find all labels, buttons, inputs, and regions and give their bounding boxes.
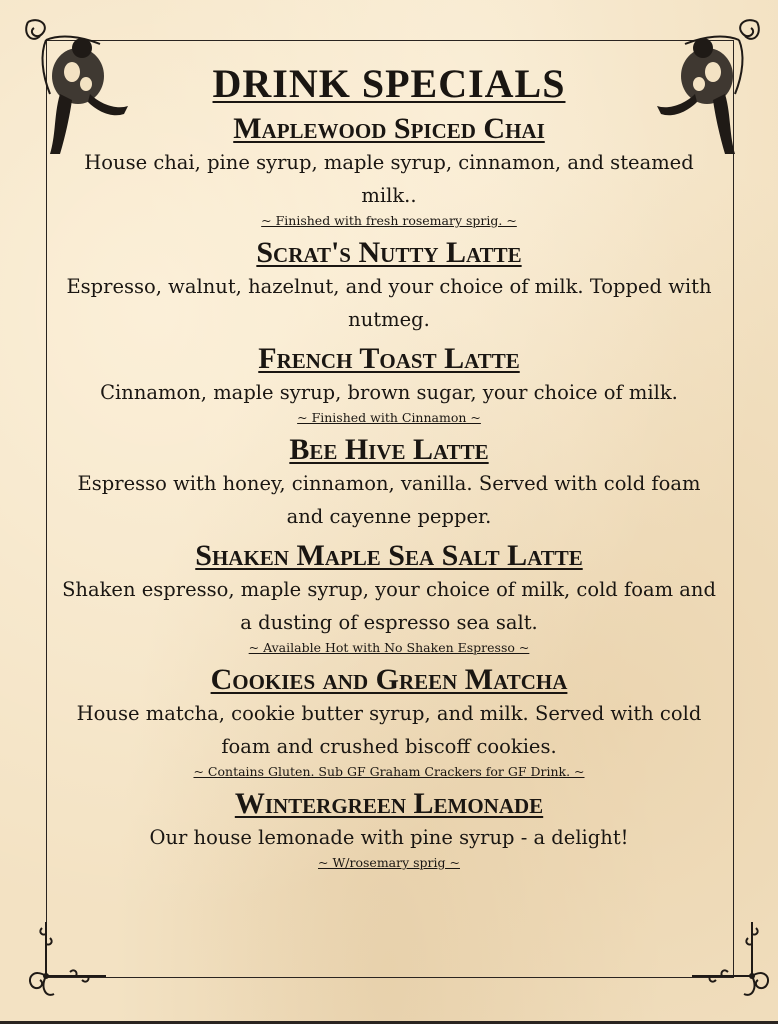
item-name: Shaken Maple Sea Salt Latte	[195, 539, 583, 572]
item-description: Espresso with honey, cinnamon, vanilla. Served with cold foam and cayenne pepper.	[77, 472, 701, 528]
item-description: House chai, pine syrup, maple syrup, cinnamon, and steamed milk..	[84, 151, 694, 207]
item-description: Our house lemonade with pine syrup - a delight!	[149, 826, 629, 849]
item-name: Wintergreen Lemonade	[234, 787, 544, 820]
item-name: Maplewood Spiced Chai	[233, 112, 545, 145]
menu-title: DRINK SPECIALS	[212, 61, 566, 106]
item-name: Scrat's Nutty Latte	[256, 236, 522, 269]
menu-item-cookies-and-green-matcha	[56, 663, 722, 781]
menu-item-bee-hive-latte	[56, 433, 722, 533]
item-note: ~ W/rosemary sprig ~	[318, 855, 460, 870]
item-name: Cookies and Green Matcha	[210, 663, 568, 696]
menu-item-wintergreen-lemonade	[56, 787, 722, 872]
menu-item-scrats-nutty-latte	[56, 236, 722, 336]
menu-item-french-toast-latte	[56, 342, 722, 427]
item-description: Espresso, walnut, hazelnut, and your choice of milk. Topped with nutmeg.	[66, 275, 712, 331]
menu-content	[56, 58, 722, 876]
item-name: Bee Hive Latte	[289, 433, 489, 466]
flourish-ornament-icon	[20, 918, 110, 1004]
menu-item-maplewood-spiced-chai	[56, 112, 722, 230]
item-name: French Toast Latte	[258, 342, 520, 375]
item-note: ~ Finished with fresh rosemary sprig. ~	[261, 213, 517, 228]
item-description: House matcha, cookie butter syrup, and milk. Served with cold foam and crushed biscoff cookies.	[76, 702, 702, 758]
item-note: ~ Contains Gluten. Sub GF Graham Crackers for GF Drink. ~	[193, 764, 585, 779]
item-note: ~ Finished with Cinnamon ~	[297, 410, 481, 425]
item-description: Cinnamon, maple syrup, brown sugar, your choice of milk.	[100, 381, 678, 404]
flourish-ornament-icon	[688, 918, 778, 1004]
item-description: Shaken espresso, maple syrup, your choice of milk, cold foam and a dusting of espresso sea salt.	[62, 578, 716, 634]
menu-item-shaken-maple-sea-salt-latte	[56, 539, 722, 657]
item-note: ~ Available Hot with No Shaken Espresso ~	[248, 640, 530, 655]
